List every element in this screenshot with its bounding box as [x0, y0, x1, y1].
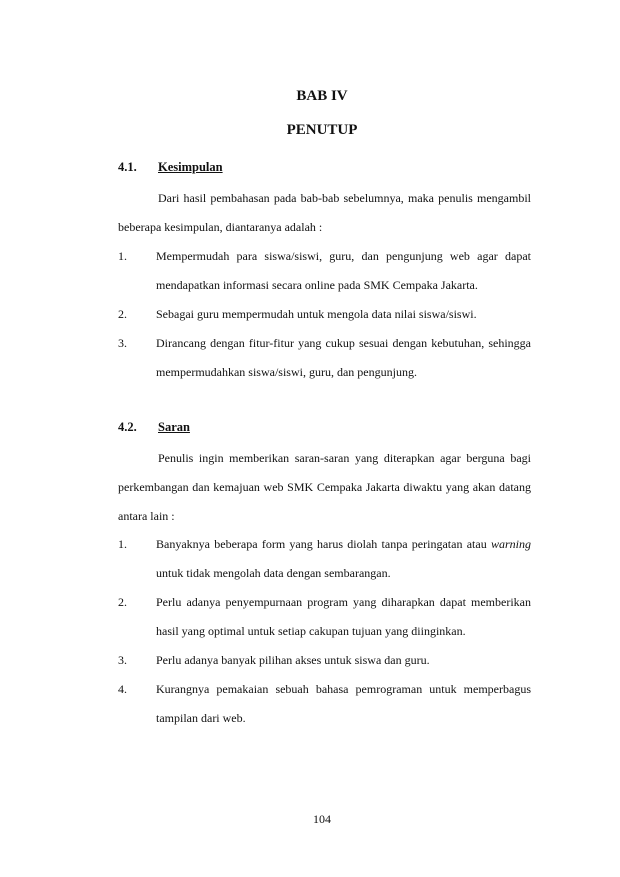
list-text-part: untuk tidak mengolah data dengan sembarangan. — [156, 566, 391, 580]
list-item — [118, 530, 531, 588]
list-item — [118, 675, 531, 733]
section-number: 4.2. — [118, 420, 137, 434]
list-number: 1. — [118, 537, 127, 551]
list-number: 3. — [118, 653, 127, 667]
section-intro-paragraph: Dari hasil pembahasan pada bab-bab sebelumnya, maka penulis mengambil beberapa kesimpulan, diantaranya adalah : — [118, 191, 531, 234]
list-number: 2. — [118, 307, 127, 321]
list-text-part: Banyaknya beberapa form yang harus diolah tanpa peringatan atau — [156, 537, 491, 551]
list-text — [156, 530, 531, 588]
list-text: Kurangnya pemakaian sebuah bahasa pemrograman untuk memperbagus tampilan dari web. — [156, 682, 531, 725]
list-text: Mempermudah para siswa/siswi, guru, dan pengunjung web agar dapat mendapatkan informasi secara online pada SMK Cempaka Jakarta. — [156, 249, 531, 292]
list-item — [118, 646, 531, 675]
list-number: 3. — [118, 336, 127, 350]
list-item — [118, 329, 531, 387]
section-intro-paragraph: Penulis ingin memberikan saran-saran yang diterapkan agar berguna bagi perkembangan dan kemajuan web SMK Cempaka Jakarta diwaktu yang akan datang antara lain : — [118, 451, 531, 523]
list-text: Perlu adanya banyak pilihan akses untuk siswa dan guru. — [156, 653, 430, 667]
section-number: 4.1. — [118, 160, 137, 174]
list-text: Perlu adanya penyempurnaan program yang diharapkan dapat memberikan hasil yang optimal untuk setiap cakupan tujuan yang diinginkan. — [156, 595, 531, 638]
section-heading-saran — [118, 420, 190, 435]
list-number: 2. — [118, 595, 127, 609]
list-text: Dirancang dengan fitur-fitur yang cukup sesuai dengan kebutuhan, sehingga mempermudahkan siswa/siswi, guru, dan pengunjung. — [156, 336, 531, 379]
list-number: 4. — [118, 682, 127, 696]
list-item — [118, 242, 531, 300]
list-item — [118, 588, 531, 646]
list-item — [118, 300, 531, 329]
section-title: Kesimpulan — [158, 160, 223, 174]
page-number: 104 — [313, 812, 331, 826]
chapter-title: PENUTUP — [286, 122, 358, 138]
list-text-italic: warning — [490, 537, 531, 551]
list-number: 1. — [118, 249, 127, 263]
section-title: Saran — [158, 420, 190, 434]
chapter-heading: BAB IV — [296, 88, 348, 104]
list-text: Sebagai guru mempermudah untuk mengola data nilai siswa/siswi. — [156, 307, 477, 321]
section-heading-kesimpulan — [118, 160, 223, 175]
